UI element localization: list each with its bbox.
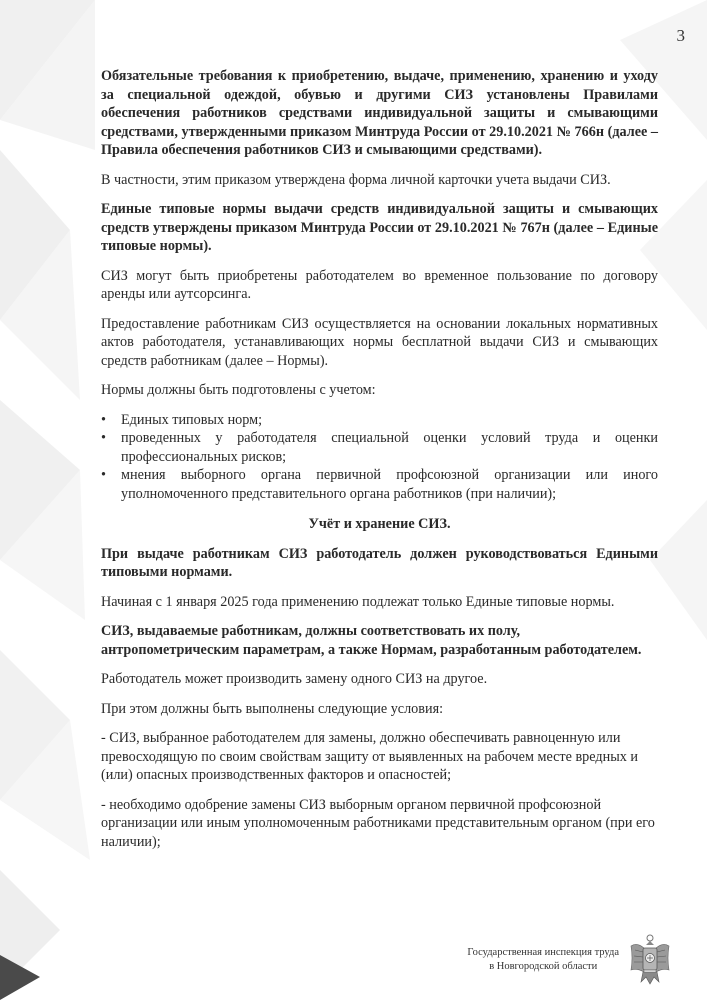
- paragraph-norms-intro: Нормы должны быть подготовлены с учетом:: [101, 382, 376, 398]
- paragraph-compliance: СИЗ, выдаваемые работникам, должны соответствовать их полу, антропометрическим параметрам, а также Нормам, разработанным работодателем.: [101, 623, 642, 658]
- page-number: 3: [676, 26, 685, 45]
- bullet-icon: •: [101, 467, 106, 483]
- document-body: [101, 67, 658, 862]
- paragraph-card-form: В частности, этим приказом утверждена форма личной карточки учета выдачи СИЗ.: [101, 171, 611, 188]
- bullet-icon: •: [101, 430, 106, 446]
- paragraph-issue: При выдаче работникам СИЗ работодатель должен руководствоваться Едиными типовыми нормами.: [101, 545, 658, 580]
- paragraph-2025: Начиная с 1 января 2025 года применению подлежат только Единые типовые нормы.: [101, 593, 615, 610]
- paragraph-condition-1: - СИЗ, выбранное работодателем для замены, должно обеспечивать равноценную или превосходящую по своим свойствам защиту от выявленных на рабочем месте вредных и (или) опасных производственных факторов и опасностей;: [101, 730, 638, 783]
- footer-line-2: в Новгородской области: [489, 961, 598, 972]
- paragraph-provision: Предоставление работникам СИЗ осуществляется на основании локальных нормативных актов работодателя, устанавливающих нормы бесплатной выдачи СИЗ и смывающих средств работникам (далее – Нормы).: [101, 315, 658, 369]
- paragraph-replacement: Работодатель может производить замену одного СИЗ на другое.: [101, 671, 488, 687]
- paragraph-requirements: Обязательные требования к приобретению, выдаче, применению, хранению и уходу за специальной одеждой, обувью и другими СИЗ установлены Правилами обеспечения работников средствами индивидуальной защиты и смывающими средствами, утвержденными приказом Минтруда России от 29.10.2021 № 766н (далее – Правила обеспечения работников СИЗ и смывающими средствами).: [101, 68, 658, 158]
- footer-organization: [467, 946, 619, 974]
- list-item: • проведенных у работодателя специальной оценки условий труда и оценки профессиональных рисков;: [101, 430, 658, 465]
- paragraph-condition-2: - необходимо одобрение замены СИЗ выборным органом первичной профсоюзной организации или иным уполномоченным работниками представительным органом (при его наличии);: [101, 796, 655, 850]
- paragraph-conditions: При этом должны быть выполнены следующие условия:: [101, 700, 444, 717]
- norms-list: [101, 411, 658, 504]
- section-heading: Учёт и хранение СИЗ.: [308, 516, 451, 532]
- paragraph-unified-norms: Единые типовые нормы выдачи средств индивидуальной защиты и смывающих средств утверждены приказом Минтруда России от 29.10.2021 № 767н (далее – Единые типовые нормы).: [101, 201, 658, 254]
- coat-of-arms-icon: [627, 932, 673, 988]
- footer-line-1: Государственная инспекция труда: [467, 947, 619, 958]
- paragraph-rent: СИЗ могут быть приобретены работодателем во временное пользование по договору аренды или аутсорсинга.: [101, 267, 658, 302]
- list-item: • Единых типовых норм;: [101, 411, 263, 428]
- footer: [467, 930, 673, 990]
- bullet-icon: •: [101, 411, 106, 428]
- list-item: • мнения выборного органа первичной профсоюзной организации или иного уполномоченного представительного органа работников (при наличии);: [101, 467, 658, 502]
